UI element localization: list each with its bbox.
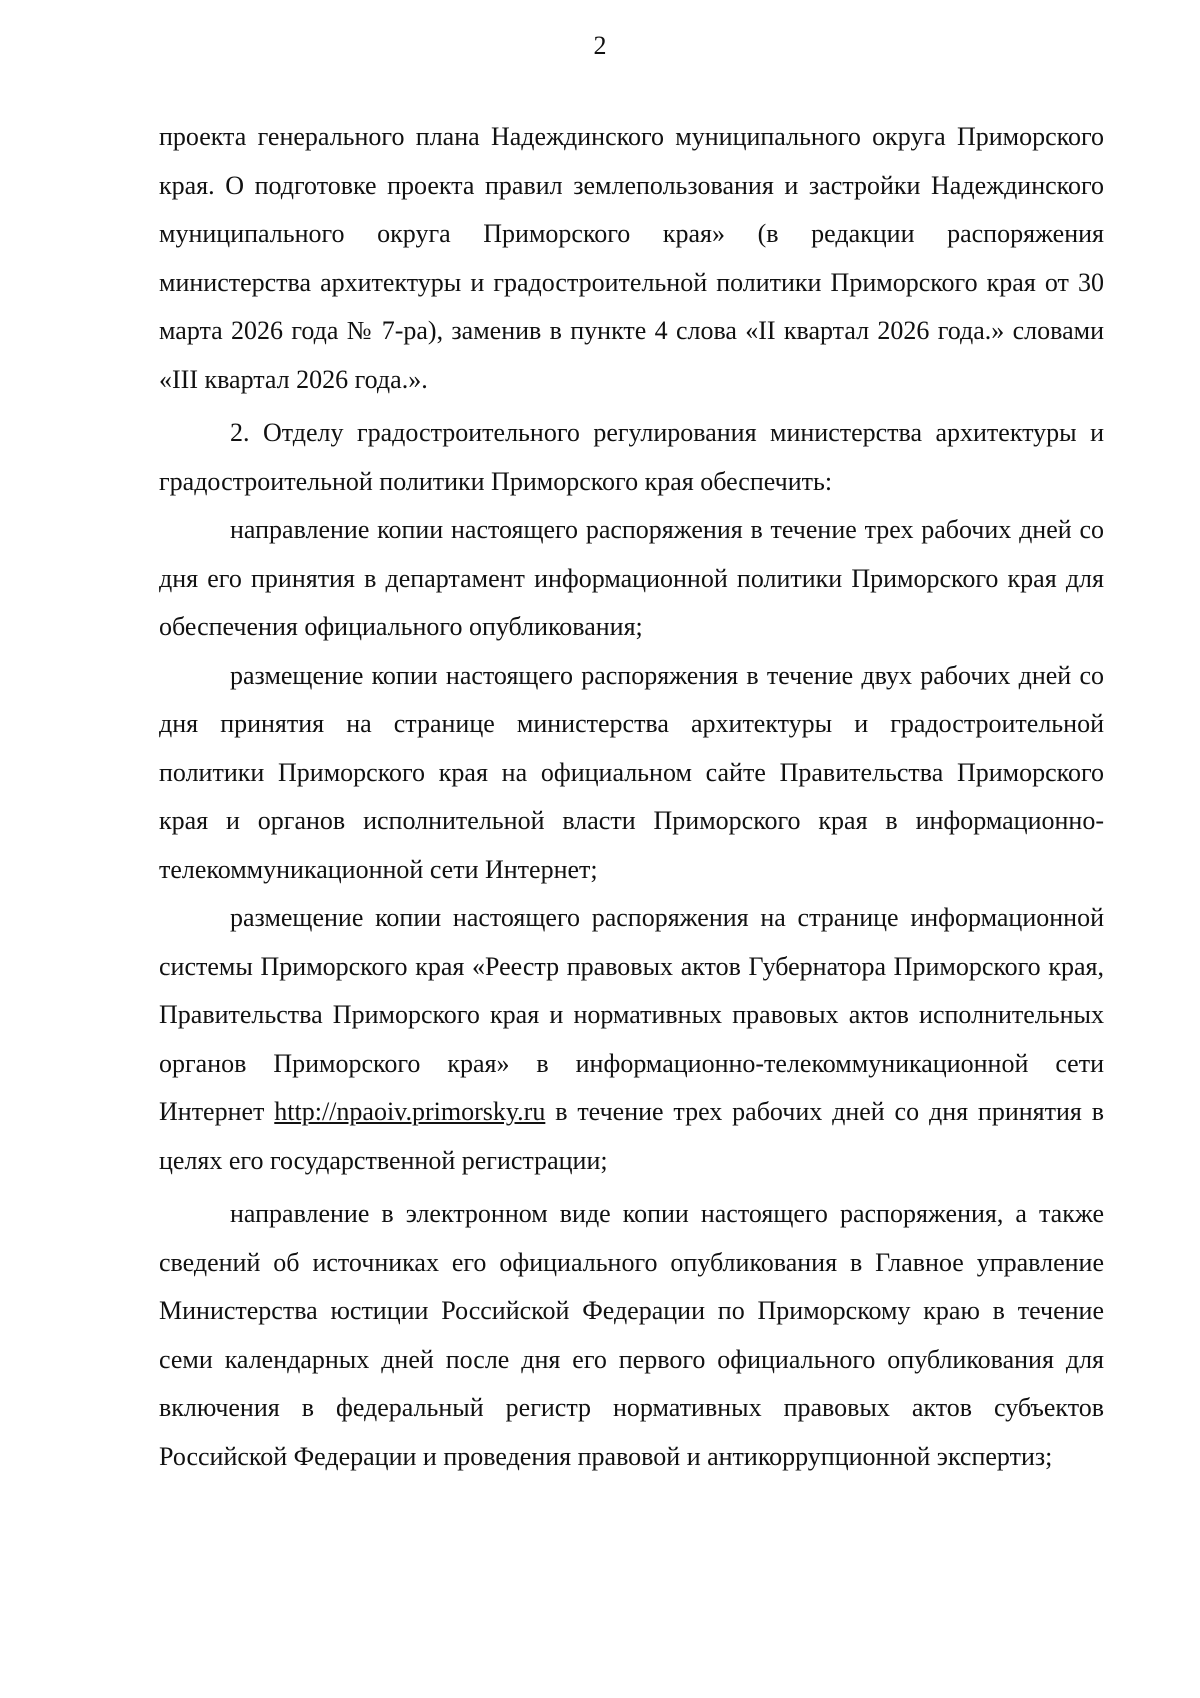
paragraph-publish-registry xyxy=(159,894,1104,1185)
document-body xyxy=(159,113,1104,1481)
paragraph-send-copy-information-policy: направление копии настоящего распоряжения в течение трех рабочих дней со дня его принятия в департамент информационной политики Приморского края для обеспечения официального опубликования; xyxy=(159,515,1104,641)
paragraph-send-justice-ministry: направление в электронном виде копии настоящего распоряжения, а также сведений об источниках его официального опубликования в Главное управление Министерства юстиции Российской Федерации по Приморскому краю в течение семи календарных дней после дня его первого официального опубликования для включения в федеральный регистр нормативных правовых актов субъектов Российской Федерации и проведения правовой и антикоррупционной экспертиз; xyxy=(159,1199,1104,1471)
registry-text-after: в течение трех рабочих дней со дня принятия в целях его государственной регистрации; xyxy=(159,1097,1104,1175)
registry-text-before: размещение копии настоящего распоряжения на странице информационной системы Приморского края «Реестр правовых актов Губернатора Приморского края, Правительства Приморского края и нормативных правовых актов исполнительных органов Приморского края» в информационно-телекоммуникационной сети Интернет xyxy=(159,903,1104,1126)
paragraph-amendment-continuation: проекта генерального плана Надеждинского муниципального округа Приморского края. О подготовке проекта правил землепользования и застройки Надеждинского муниципального округа Приморского края» (в редакции распоряжения министерства архитектуры и градостроительной политики Приморского края от 30 марта 2026 года № 7-ра), заменив в пункте 4 слова «II квартал 2026 года.» словами «III квартал 2026 года.». xyxy=(159,122,1104,394)
page-number: 2 xyxy=(593,31,607,60)
registry-link[interactable]: http://npaoiv.primorsky.ru xyxy=(274,1097,546,1126)
paragraph-publish-ministry-page: размещение копии настоящего распоряжения в течение двух рабочих дней со дня принятия на странице министерства архитектуры и градостроительной политики Приморского края на официальном сайте Правительства Приморского края и органов исполнительной власти Приморского края в информационно-телекоммуникационной сети Интернет; xyxy=(159,660,1104,884)
paragraph-item-2: 2. Отделу градостроительного регулирования министерства архитектуры и градостроительной политики Приморского края обеспечить: xyxy=(159,418,1104,496)
